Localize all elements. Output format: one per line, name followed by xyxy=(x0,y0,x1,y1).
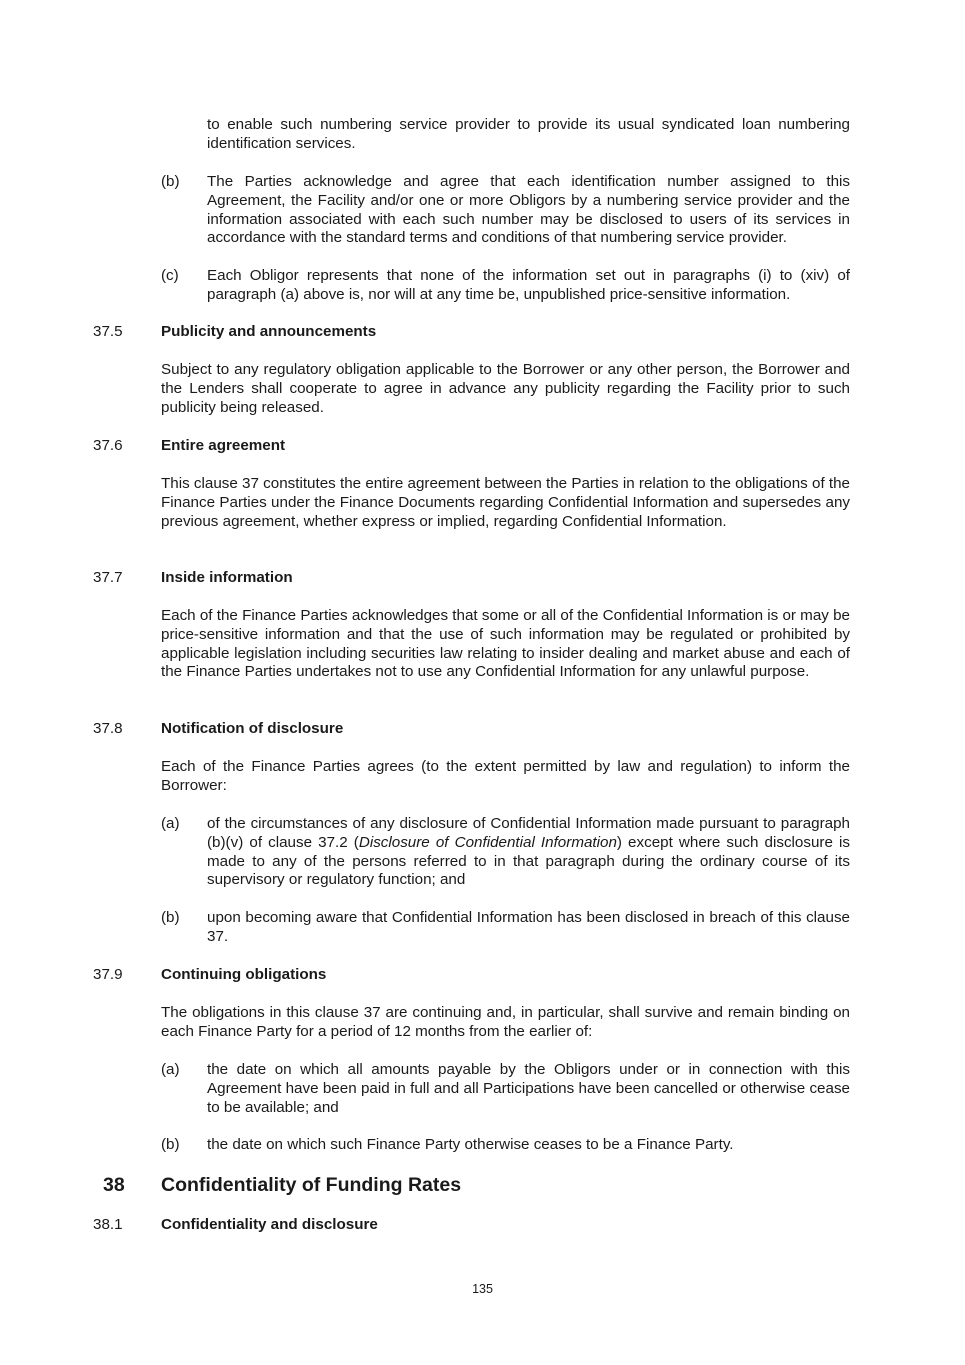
list-label: (b) xyxy=(161,909,180,926)
section-heading: Confidentiality and disclosure xyxy=(161,1216,378,1233)
section-number: 37.6 xyxy=(93,437,123,454)
list-item-text: The Parties acknowledge and agree that each identification number assigned to this Agreement, the Facility and/or one or more Obligors by a numbering service provider and the information associated with each such number may be disclosed to users of its services in accordance with the standard terms and conditions of that numbering service provider. xyxy=(207,173,850,247)
list-label: (a) xyxy=(161,815,180,832)
page-number: 135 xyxy=(472,1282,493,1296)
section-heading: Entire agreement xyxy=(161,437,286,454)
section-heading: Inside information xyxy=(161,569,293,586)
section-paragraph: The obligations in this clause 37 are continuing and, in particular, shall survive and remain binding on each Finance Party for a period of 12 months from the earlier of: xyxy=(161,1004,850,1040)
section-number: 38.1 xyxy=(93,1216,123,1233)
list-item-text: the date on which such Finance Party otherwise ceases to be a Finance Party. xyxy=(207,1136,734,1153)
list-item-text: upon becoming aware that Confidential Information has been disclosed in breach of this clause 37. xyxy=(207,909,850,945)
section-number: 37.5 xyxy=(93,323,123,340)
section-paragraph: Each of the Finance Parties agrees (to the extent permitted by law and regulation) to inform the Borrower: xyxy=(161,758,850,794)
section-paragraph: This clause 37 constitutes the entire agreement between the Parties in relation to the obligations of the Finance Parties under the Finance Documents regarding Confidential Information and supersedes any previous agreement, whether express or implied, regarding Confidential Information. xyxy=(161,475,850,530)
list-item-text-part: ) except where such disclosure is made to any of the persons referred to in that paragraph during the ordinary course of its supervisory or regulatory function; and xyxy=(207,833,850,889)
section-heading: Notification of disclosure xyxy=(161,720,344,737)
section-number: 37.9 xyxy=(93,966,123,983)
section-heading: Publicity and announcements xyxy=(161,323,377,340)
clause-title: Confidentiality of Funding Rates xyxy=(161,1174,462,1196)
continuation-paragraph: to enable such numbering service provider to provide its usual syndicated loan numbering identification services. xyxy=(207,116,850,152)
cross-reference-title: Disclosure of Confidential Information xyxy=(358,833,617,851)
section-number: 37.8 xyxy=(93,720,123,737)
section-number: 37.7 xyxy=(93,569,123,586)
list-item-text xyxy=(207,815,850,890)
clause-number: 38 xyxy=(103,1174,125,1196)
list-item-text: the date on which all amounts payable by the Obligors under or in connection with this Agreement have been paid in full and all Participations have been cancelled or otherwise cease to be available; and xyxy=(207,1061,850,1116)
list-item-text: Each Obligor represents that none of the information set out in paragraphs (i) to (xiv) of paragraph (a) above is, nor will at any time be, unpublished price-sensitive information. xyxy=(207,267,850,303)
list-label: (c) xyxy=(161,267,179,284)
list-label: (a) xyxy=(161,1061,180,1078)
section-paragraph: Subject to any regulatory obligation applicable to the Borrower or any other person, the Borrower and the Lenders shall cooperate to agree in advance any publicity regarding the Facility prior to such publicity being released. xyxy=(161,361,850,416)
section-heading: Continuing obligations xyxy=(161,966,327,983)
list-label: (b) xyxy=(161,1136,180,1153)
section-paragraph: Each of the Finance Parties acknowledges that some or all of the Confidential Information is or may be price-sensitive information and that the use of such information may be regulated or prohibited by applicable legislation including securities law relating to insider dealing and market abuse and each of the Finance Parties undertakes not to use any Confidential Information for any unlawful purpose. xyxy=(161,607,850,681)
list-label: (b) xyxy=(161,173,180,190)
list-item-text-part: of the circumstances of any disclosure of Confidential Information made pursuant to paragraph (b)(v) of clause 37.2 ( xyxy=(207,815,850,851)
